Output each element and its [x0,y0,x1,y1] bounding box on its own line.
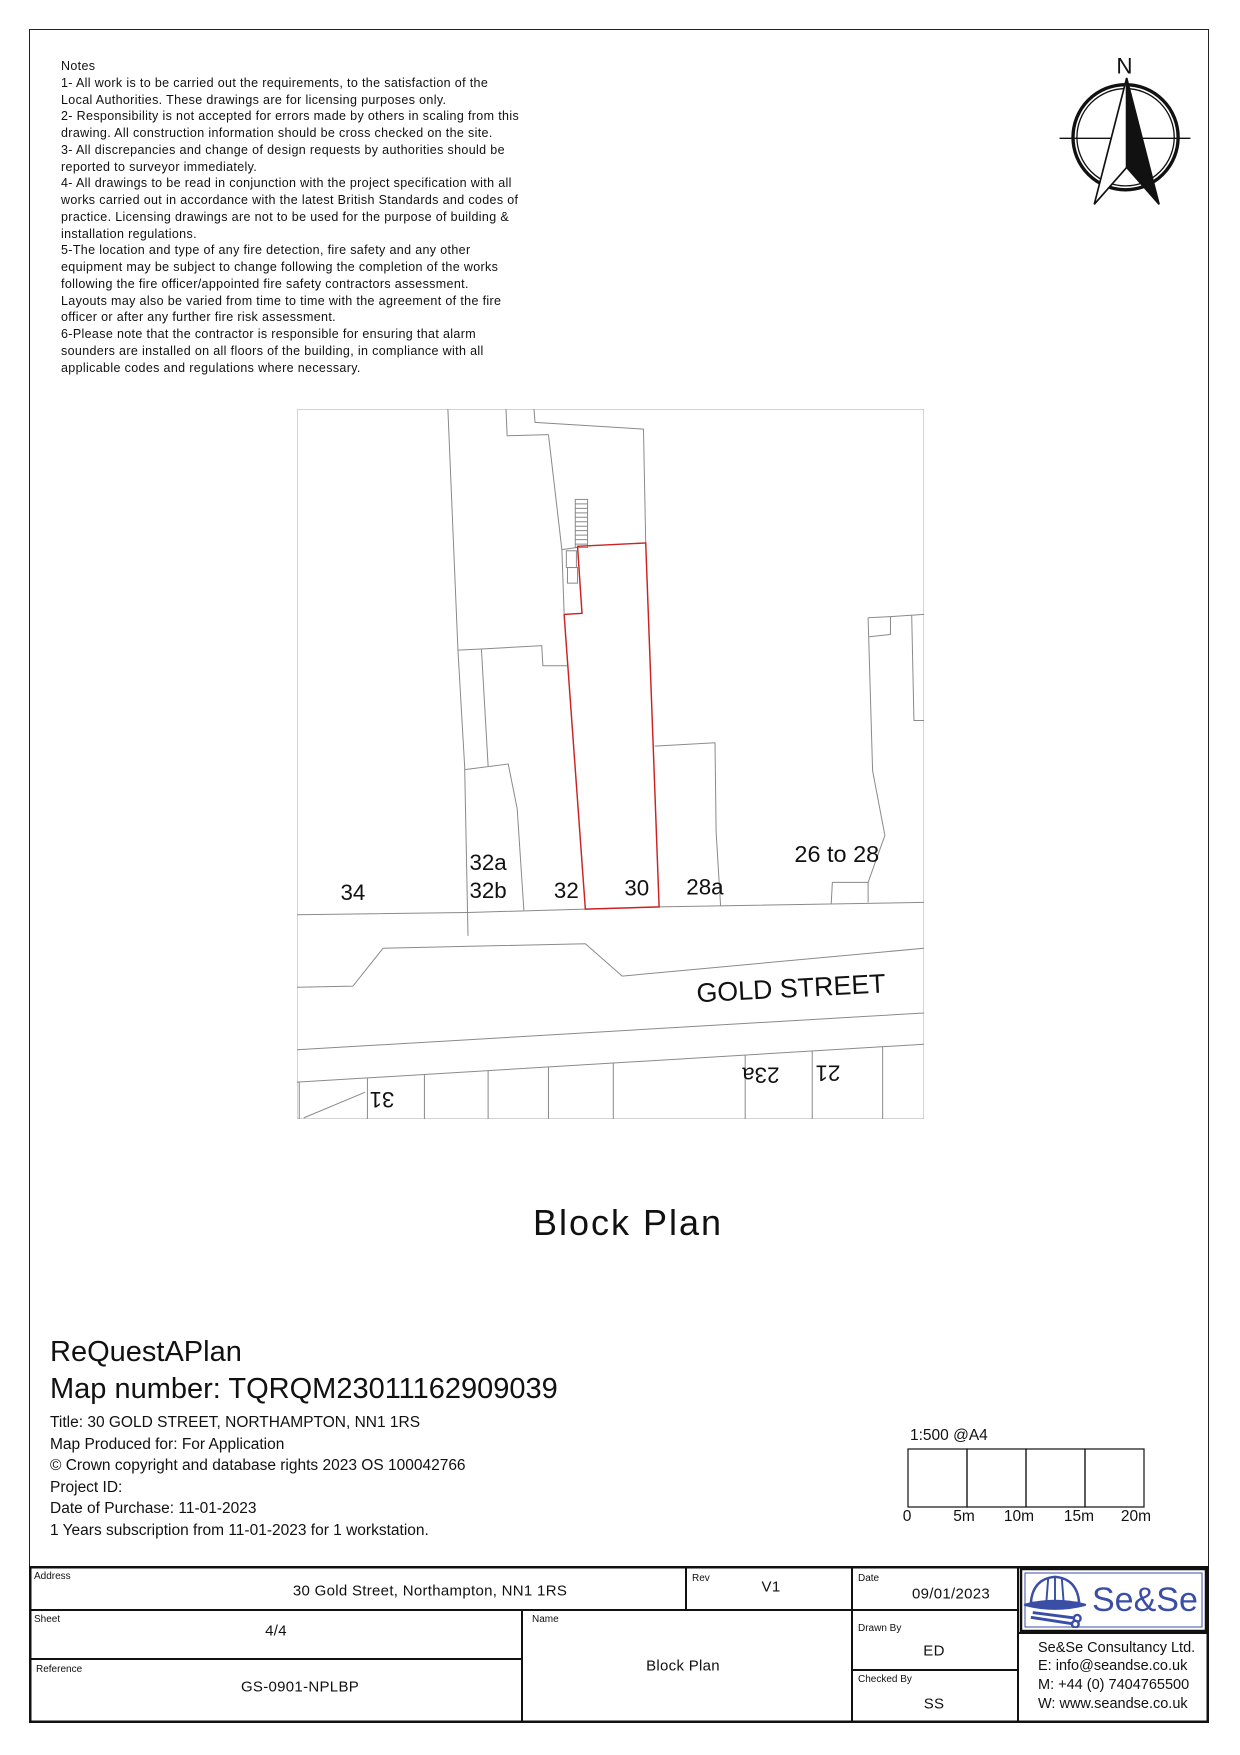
plot-label-32: 32 [553,877,579,903]
stair-outline [575,499,587,547]
reference-label: Reference [36,1664,83,1675]
note-line: Local Authorities. These drawings are for licensing purposes only. [61,92,447,107]
drawing-title: Block Plan [532,1202,724,1243]
scale-segment [967,1449,1026,1507]
building-outline [548,435,564,614]
map-detail-line: Project ID: [50,1478,123,1496]
name-label: Name [532,1614,559,1625]
scale-segment [908,1449,967,1507]
map-number: Map number: TQRQM23011162909039 [50,1373,558,1405]
scale-segment [1026,1449,1085,1507]
checked-by-label: Checked By [858,1674,912,1685]
building-outline [831,882,868,903]
small-structure [567,568,577,584]
map-provider: ReQuestAPlan [50,1336,242,1368]
stair-hatch [575,504,587,544]
map-detail-line: Title: 30 GOLD STREET, NORTHAMPTON, NN1 1RS [50,1414,421,1431]
note-line: applicable codes and regulations where necessary. [61,360,361,375]
north-arrow-icon [1055,50,1195,220]
scale-tick-label: 20m [1120,1508,1152,1525]
note-line: sounders are installed on all floors of the building, in compliance with all [61,343,484,358]
plot-label-31: 31 [369,1087,395,1113]
note-line: following the fire officer/appointed fire safety contractors assessment. [61,276,469,291]
rev-label: Rev [692,1573,710,1584]
note-line: drawing. All construction information should be cross checked on the site. [61,126,493,140]
map-frame [297,409,924,1119]
map-detail-line: Map Produced for: For Application [50,1435,285,1453]
map-detail-line: 1 Years subscription from 11-01-2023 for 1 workstation. [50,1521,429,1539]
plot-boundary-line [304,1092,365,1118]
company-logo-text: Se&Se [1092,1581,1198,1619]
note-line: equipment may be subject to change following the completion of the works [61,260,499,274]
plot-label-32b: 32b [469,877,507,903]
checked-by-value: SS [923,1695,945,1713]
block-plan-map [297,409,924,1119]
note-line: 6-Please note that the contractor is responsible for ensuring that alarm [61,327,476,341]
north-label: N [1116,53,1133,79]
scale-tick-label: 0 [902,1508,912,1525]
scale-tick-label: 15m [1063,1508,1095,1525]
sheet-label: Sheet [34,1614,61,1625]
company-website: W: www.seandse.co.uk [1038,1696,1188,1712]
note-line: 5-The location and type of any fire detection, fire safety and any other [61,243,471,258]
date-value: 09/01/2023 [911,1585,991,1603]
scale-label: 1:500 @A4 [910,1427,988,1444]
note-line: 4- All drawings to be read in conjunction with the project specification with all [61,176,512,191]
note-line: practice. Licensing drawings are not to be used for the purpose of building & [61,209,510,224]
plot-label-23a: 23a [742,1062,780,1088]
street-name-label: GOLD STREET [695,968,887,1009]
building-outline [912,616,924,721]
note-line: officer or after any further fire risk assessment. [61,310,337,325]
plot-label-30: 30 [624,875,650,901]
scale-bar [907,1448,1147,1508]
map-detail-line: © Crown copyright and database rights 2023 OS 100042766 [50,1457,466,1474]
map-detail-line: Date of Purchase: 11-01-2023 [50,1500,257,1517]
plot-label-34: 34 [340,880,366,906]
plot-label-26-to-28: 26 to 28 [794,841,880,868]
address-label: Address [34,1571,71,1582]
note-line: 2- Responsibility is not accepted for errors made by others in scaling from this [61,109,520,124]
date-label: Date [858,1573,880,1584]
note-line: reported to surveyor immediately. [61,159,258,174]
reference-value: GS-0901-NPLBP [240,1678,360,1696]
company-mobile: M: +44 (0) 7404765500 [1038,1677,1190,1693]
site-boundary [564,543,659,909]
building-outline [534,409,646,543]
notes-heading: Notes [61,59,96,73]
building-outline [448,409,468,936]
notes-block [61,58,519,376]
note-line: Layouts may also be varied from time to time with the agreement of the fire [61,293,502,308]
note-line: 1- All work is to be carried out the requirements, to the satisfaction of the [61,75,489,90]
scale-segment [1085,1449,1144,1507]
address-value: 30 Gold Street, Northampton, NN1 1RS [292,1582,568,1600]
note-line: works carried out in accordance with the latest British Standards and codes of [61,193,519,207]
scale-tick-label: 5m [953,1508,975,1525]
plot-label-21: 21 [815,1060,841,1086]
building-outline [868,614,924,617]
building-outline [869,617,890,637]
small-structure [566,551,576,568]
map-details [50,1412,466,1541]
plot-label-32a: 32a [469,850,507,876]
scale-tick-label: 10m [1003,1508,1035,1525]
name-value: Block Plan [646,1657,720,1675]
note-line: installation regulations. [61,226,197,241]
drawn-by-value: ED [923,1642,945,1660]
building-outline [481,649,488,766]
building-outline [458,646,568,666]
south-road-edge [297,1013,924,1050]
sheet-value: 4/4 [265,1622,287,1640]
drawn-by-label: Drawn By [858,1623,902,1634]
rev-value: V1 [761,1578,781,1596]
hard-hat-icon [1021,1570,1089,1628]
note-line: 3- All discrepancies and change of design requests by authorities should be [61,142,505,157]
plot-label-28a: 28a [686,874,724,900]
company-email: E: info@seandse.co.uk [1038,1658,1188,1674]
company-name: Se&Se Consultancy Ltd. [1038,1640,1196,1656]
